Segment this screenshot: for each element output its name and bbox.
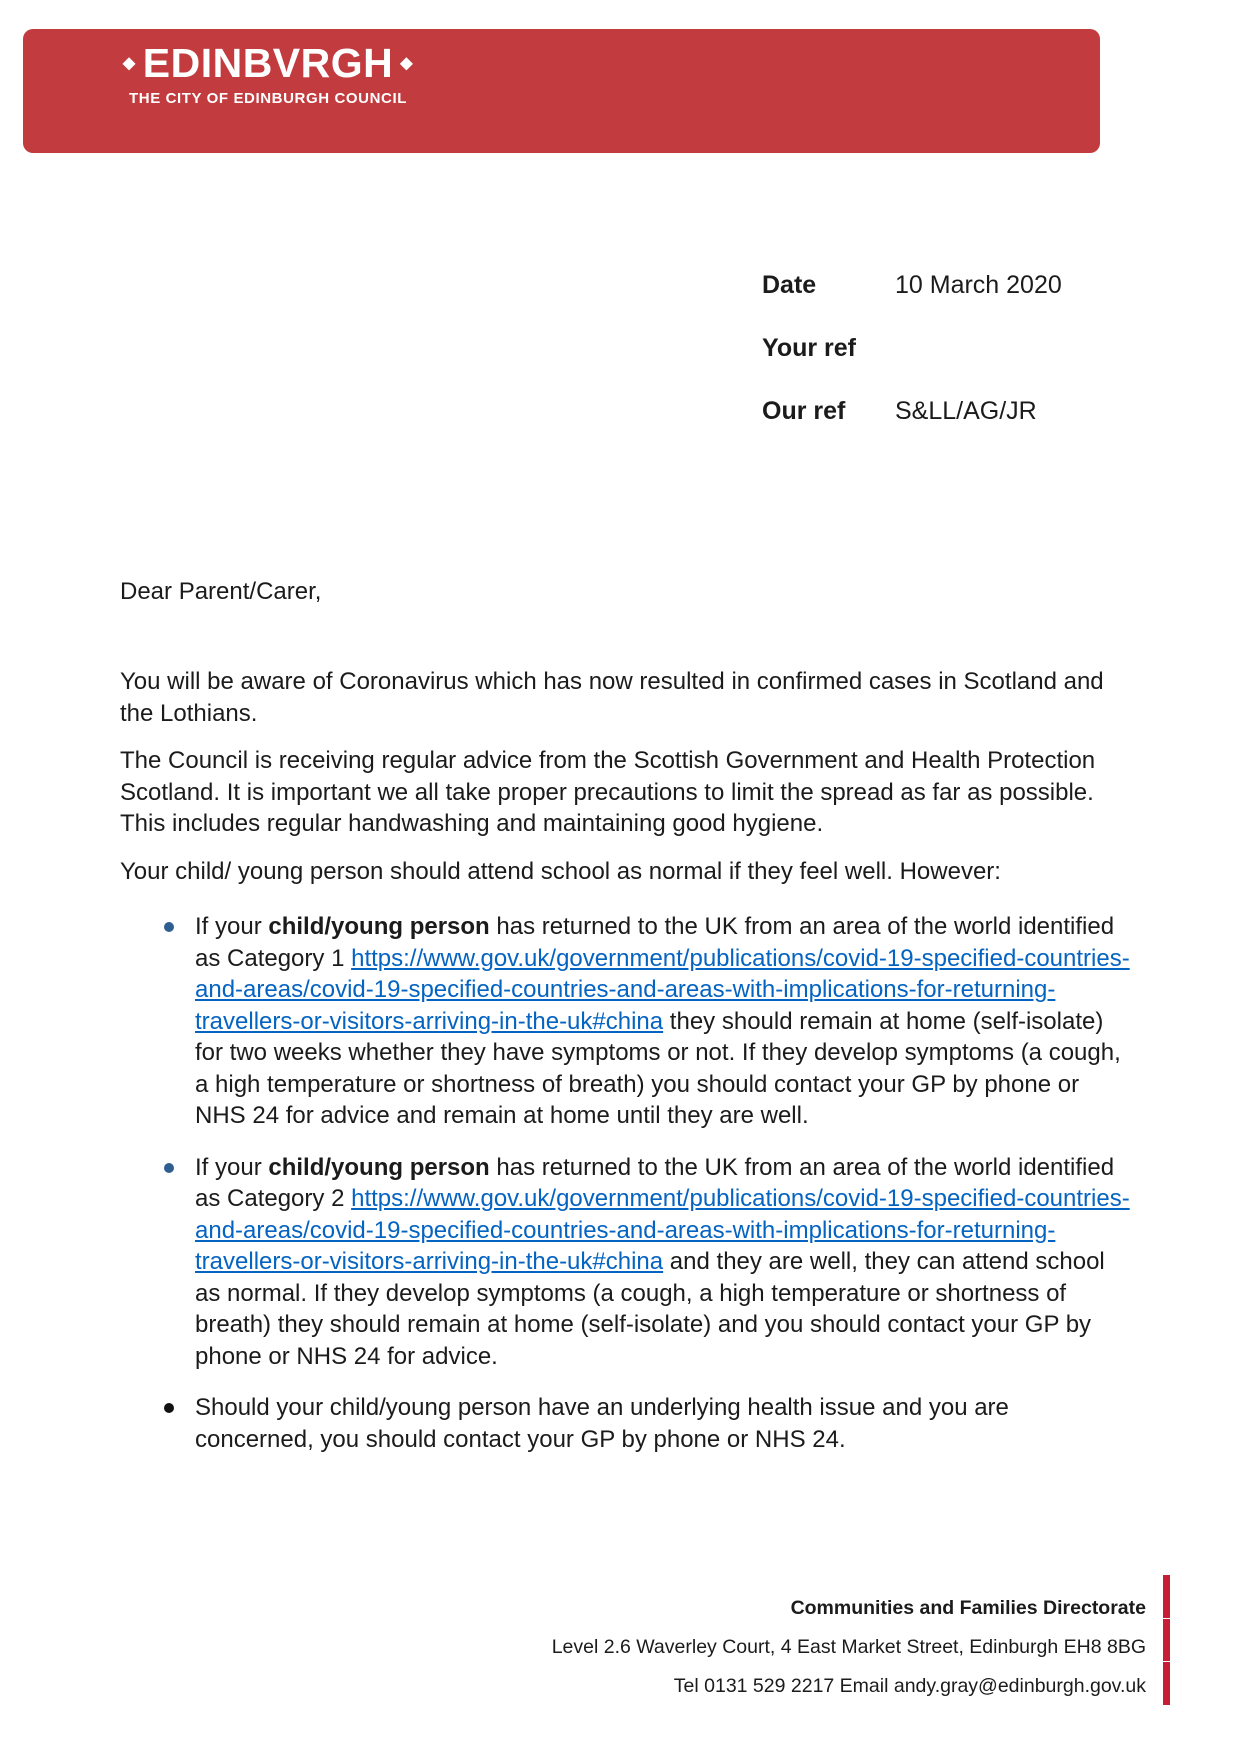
logo-text: EDINBVRGH [142,40,394,86]
our-ref-label: Our ref [762,397,846,425]
bold-text: child/young person [268,1153,490,1181]
category-2-link[interactable]: https://www.gov.uk/government/publications/covid-19-specified-countries-and-areas/covid-19-specified-countries-and-areas-with-implications-for-returning-travellers-or-visitors-arriving-in-the-uk#china [195,1185,1130,1275]
header-band [23,29,1100,153]
diamond-icon: ◆ [122,54,136,72]
footer-bar-segment [1163,1662,1170,1705]
paragraphs [120,666,1132,887]
bullet-text: has returned to the UK from an area of the world identified as Category 2 [195,1153,1115,1212]
footer-bar-segment [1163,1575,1170,1618]
bullet-item-2 [195,1152,1132,1373]
bullet-text: they should remain at home (self-isolate) for two weeks whether they have symptoms or not. If they develop symptoms (a cough, a high temperature or shortness of breath) you should contact your GP by phone or NHS 24 for advice and remain at home until they are well. [195,1007,1121,1129]
logo-wordmark [122,40,414,86]
body-paragraph-3: Your child/ young person should attend school as normal if they feel well. However: [120,857,1001,885]
bullet-list [120,911,1132,1455]
salutation: Dear Parent/Carer, [120,578,322,605]
letter-body [120,666,1132,1475]
logo-tagline: THE CITY OF EDINBURGH COUNCIL [129,90,407,107]
ref-row-our-ref [762,396,1062,426]
body-paragraph-1: You will be aware of Coronavirus which has now resulted in confirmed cases in Scotland and the Lothians. [120,668,1104,727]
footer-bar-segment [1163,1619,1170,1662]
bullet-marker [164,922,174,932]
ref-row-date [762,270,1062,300]
edinburgh-council-logo [122,40,414,107]
reference-block [762,270,1062,459]
bullet-text: and they are well, they can attend school as normal. If they develop symptoms (a cough, a high temperature or shortness of breath) they should remain at home (self-isolate) and you should contact your GP by phone or NHS 24 for advice. [195,1248,1105,1370]
bullet-text: has returned to the UK from an area of the world identified as Category 1 [195,913,1115,972]
bullet-item-1 [195,911,1132,1132]
bullet-item-3 [195,1392,1132,1455]
diamond-icon: ◆ [400,54,414,72]
bullet-marker [164,1403,174,1413]
bullet-text: If your [195,913,269,940]
body-paragraph-2: The Council is receiving regular advice from the Scottish Government and Health Protection Scotland. It is important we all take proper precautions to limit the spread as far as possible. This includes regular handwashing and maintaining good hygiene. [120,747,1096,837]
bullet-text: Should your child/young person have an underlying health issue and you are concerned, you should contact your GP by phone or NHS 24. [195,1394,1009,1453]
footer-red-bar [1163,1575,1170,1705]
bold-text: child/young person [268,913,490,940]
footer-line-3: Tel 0131 529 2217 Email andy.gray@edinburgh.gov.uk [673,1675,1146,1697]
our-ref-value: S&LL/AG/JR [895,397,1037,425]
date-label: Date [762,271,817,299]
footer-address-block [552,1589,1146,1706]
category-1-link[interactable]: https://www.gov.uk/government/publications/covid-19-specified-countries-and-areas/covid-19-specified-countries-and-areas-with-implications-for-returning-travellers-or-visitors-arriving-in-the-uk#china [195,944,1130,1035]
your-ref-label: Your ref [762,334,856,362]
date-value: 10 March 2020 [895,271,1062,299]
bullet-marker [164,1163,174,1173]
footer-line-2: Level 2.6 Waverley Court, 4 East Market Street, Edinburgh EH8 8BG [551,1636,1146,1658]
ref-row-your-ref [762,333,1062,363]
bullet-text: If your [195,1153,269,1181]
footer-line-1: Communities and Families Directorate [790,1597,1146,1619]
